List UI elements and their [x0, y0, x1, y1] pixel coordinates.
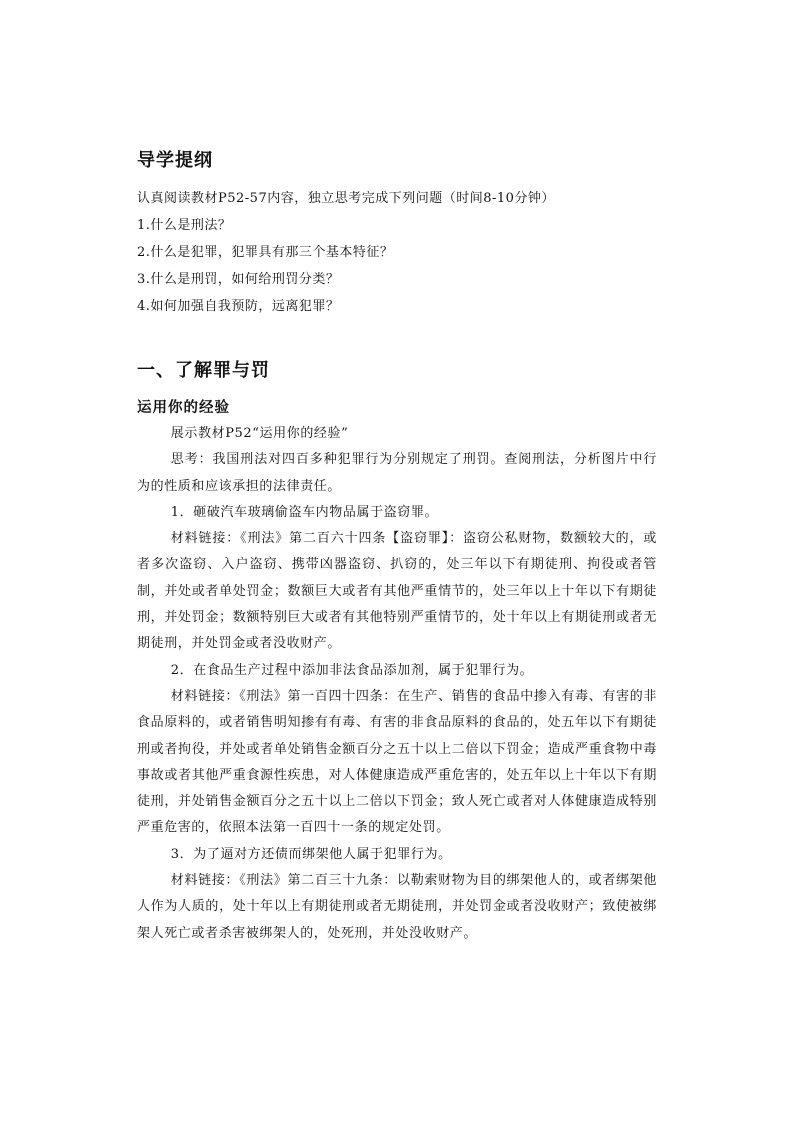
guide-question: 2.什么是犯罪，犯罪具有那三个基本特征？	[137, 245, 394, 260]
guide-title: 导学提纲	[137, 150, 213, 171]
paragraph-material-3: 材料链接：《刑法》第二百三十九条：以勒索财物为目的绑架他人的，或者绑架他人作为人质的，处十年以上有期徒刑或者无期徒刑，并处罚金或者没收财产；致使被绑架人死亡或者杀害被绑架人的，处死刑，并处没收财产。	[137, 873, 657, 941]
section-body	[137, 421, 657, 947]
paragraph-case-2: 2．在食品生产过程中添加非法食品添加剂，属于犯罪行为。	[170, 662, 534, 678]
section-title: 一、了解罪与罚	[137, 360, 270, 381]
guide-intro: 认真阅读教材P52-57内容，独立思考完成下列问题（时间8-10分钟）	[137, 191, 555, 206]
paragraph-textbook-ref: 展示教材P52“运用你的经验”	[170, 426, 349, 441]
guide-question: 1.什么是刑法？	[137, 218, 232, 233]
paragraph-material-1: 材料链接：《刑法》第二百六十四条【盗窃罪】：盗窃公私财物，数额较大的，或者多次盗窃、入户盗窃、携带凶器盗窃、扒窃的，处三年以下有期徒刑、拘役或者管制，并处或者单处罚金；数额巨大或者有其他严重情节的，处三年以上十年以下有期徒刑，并处罚金；数额特别巨大或者有其他特别严重情节的，处十年以上有期徒刑或者无期徒刑，并处罚金或者没收财产。	[137, 531, 657, 652]
guide-outline	[137, 185, 677, 320]
guide-question: 3.什么是刑罚，如何给刑罚分类？	[137, 272, 340, 287]
paragraph-thinking: 思考：我国刑法对四百多种犯罪行为分别规定了刑罚。查阅刑法，分析图片中行为的性质和应该承担的法律责任。	[137, 452, 657, 494]
subsection-title: 运用你的经验	[137, 400, 230, 416]
paragraph-case-3: 3．为了逼对方还债而绑架他人属于犯罪行为。	[170, 846, 452, 862]
guide-question: 4.如何加强自我预防，远离犯罪？	[137, 299, 340, 314]
paragraph-material-2: 材料链接：《刑法》第一百四十四条：在生产、销售的食品中掺入有毒、有害的非食品原料的，或者销售明知掺有有毒、有害的非食品原料的食品的，处五年以下有期徒刑或者拘役，并处或者单处销售金额百分之五十以上二倍以下罚金；造成严重食物中毒事故或者其他严重食源性疾患，对人体健康造成严重危害的，处五年以上十年以下有期徒刑，并处销售金额百分之五十以上二倍以下罚金；致人死亡或者对人体健康造成特别严重危害的，依照本法第一百四十一条的规定处罚。	[137, 688, 657, 836]
paragraph-case-1: 1．砸破汽车玻璃偷盗车内物品属于盗窃罪。	[170, 504, 439, 520]
